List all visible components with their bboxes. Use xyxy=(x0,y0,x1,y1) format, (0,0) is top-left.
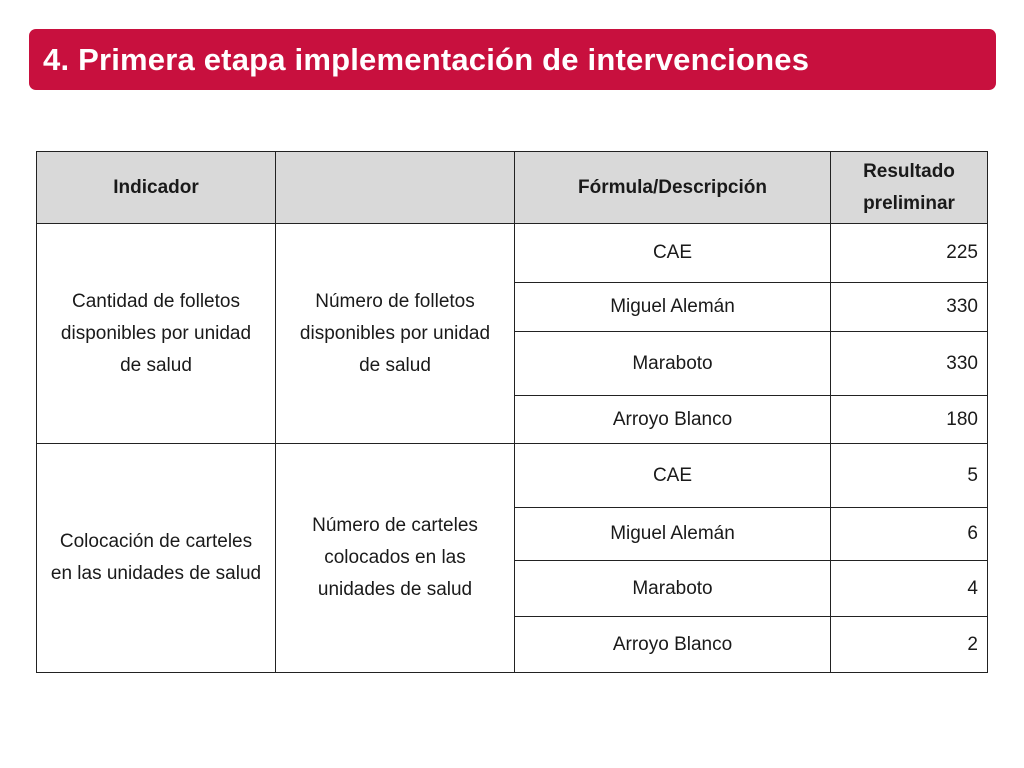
header-blank xyxy=(276,152,515,224)
results-table xyxy=(36,151,988,673)
header-result: Resultado preliminar xyxy=(831,152,988,224)
value-cell: 5 xyxy=(831,444,988,508)
header-row xyxy=(37,152,988,224)
slide-title: 4. Primera etapa implementación de intervenciones xyxy=(43,41,810,77)
indicator-cell: Cantidad de folletos disponibles por unidad de salud xyxy=(37,224,276,444)
header-formula: Fórmula/Descripción xyxy=(515,152,831,224)
value-cell: 330 xyxy=(831,332,988,396)
table-row xyxy=(37,444,988,508)
table-row xyxy=(37,224,988,283)
unit-cell: Miguel Alemán xyxy=(515,508,831,561)
indicator-cell: Colocación de carteles en las unidades de salud xyxy=(37,444,276,673)
unit-cell: Arroyo Blanco xyxy=(515,396,831,444)
value-cell: 180 xyxy=(831,396,988,444)
description-cell: Número de folletos disponibles por unidad de salud xyxy=(276,224,515,444)
unit-cell: Maraboto xyxy=(515,561,831,617)
description-cell: Número de carteles colocados en las unidades de salud xyxy=(276,444,515,673)
header-indicator: Indicador xyxy=(37,152,276,224)
value-cell: 4 xyxy=(831,561,988,617)
title-bar xyxy=(29,29,996,90)
value-cell: 6 xyxy=(831,508,988,561)
unit-cell: CAE xyxy=(515,224,831,283)
value-cell: 2 xyxy=(831,617,988,673)
unit-cell: Maraboto xyxy=(515,332,831,396)
value-cell: 225 xyxy=(831,224,988,283)
unit-cell: Arroyo Blanco xyxy=(515,617,831,673)
unit-cell: CAE xyxy=(515,444,831,508)
value-cell: 330 xyxy=(831,283,988,332)
unit-cell: Miguel Alemán xyxy=(515,283,831,332)
